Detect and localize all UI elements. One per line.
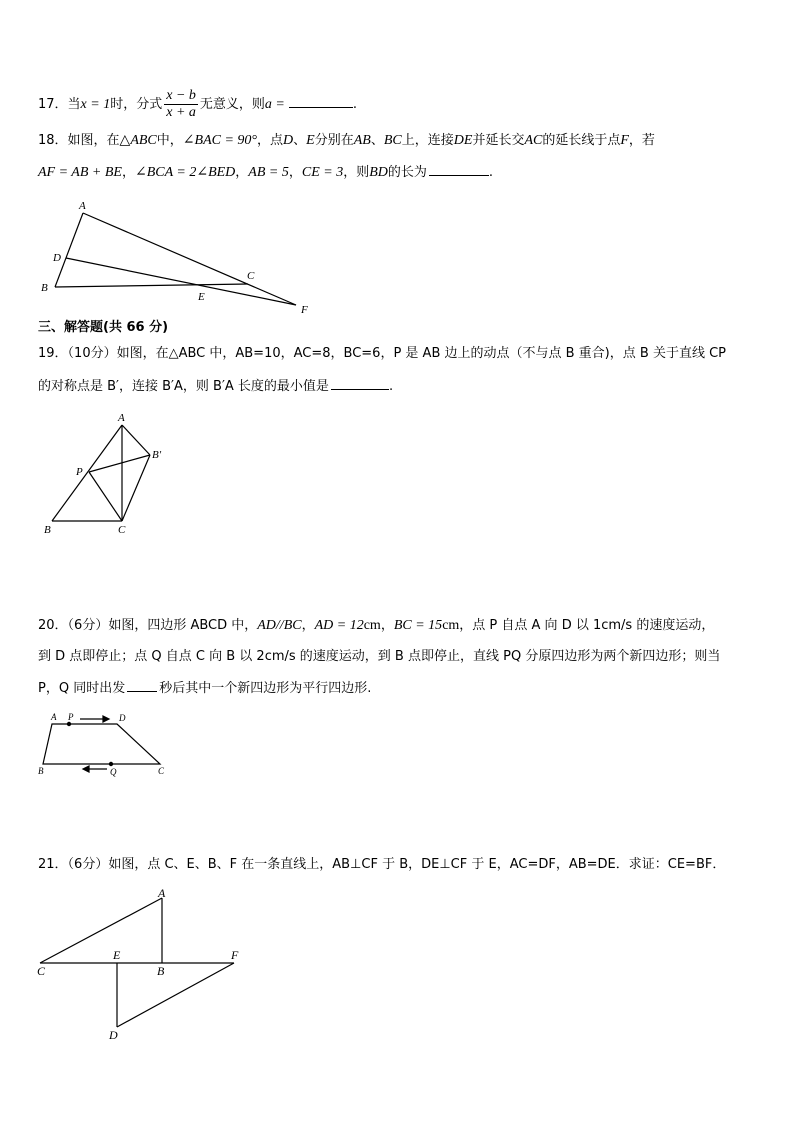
q21-label-d: D xyxy=(109,1028,118,1042)
q20-parallel: AD//BC xyxy=(257,618,302,633)
q18-text-3: 分别在 xyxy=(314,133,354,148)
q18-eq-3: AB = 5 xyxy=(248,165,289,180)
q18-text-9: 的长为 xyxy=(387,165,427,180)
q21-label-a: A xyxy=(158,886,166,900)
q17-number: 17．当 xyxy=(38,97,81,112)
q20-text-2: ，点 P 自点 A 向 D 以 1cm/s 的速度运动， xyxy=(459,618,715,633)
q18-eq-4: CE = 3 xyxy=(301,165,344,180)
q18-label-c: C xyxy=(247,270,255,282)
q18-seg-ac: AC xyxy=(524,133,543,148)
q20-label-d: D xyxy=(119,713,126,723)
q20-label-p: P xyxy=(68,712,74,722)
q21-label-f: F xyxy=(231,948,239,962)
q19-end: . xyxy=(388,379,394,394)
q17-text-a: 时，分式 xyxy=(110,97,163,112)
q20-ad: AD = 12 xyxy=(314,618,364,633)
q21-label-c: C xyxy=(37,964,46,978)
q20-label-a: A xyxy=(51,712,57,722)
q18-comma-3: ， xyxy=(288,165,302,180)
q20-ad-unit: cm xyxy=(363,618,381,633)
q18-comma-1: ， xyxy=(121,165,135,180)
q18-angle: ∠BAC = 90° xyxy=(182,133,257,148)
question-19-line-1: 19．（10分）如图，在△ABC 中，AB=10，AC=8，BC=6，P 是 AB 边上的动点（不与点 B 重合)，点 B 关于直线 CP xyxy=(38,346,726,361)
q18-point-d: D xyxy=(283,133,294,148)
q18-eq-2: ∠BCA = 2∠BED xyxy=(134,165,236,180)
q19-label-c: C xyxy=(118,524,126,536)
q18-label-d: D xyxy=(53,252,61,264)
q20-text-1: 20．（6分）如图，四边形 ABCD 中， xyxy=(38,618,258,633)
q20-comma-1: ， xyxy=(301,618,315,633)
q18-sep-1: 、 xyxy=(293,133,307,148)
q21-label-b: B xyxy=(157,964,165,978)
q18-point-e: E xyxy=(306,133,315,148)
q18-seg-ab: AB xyxy=(353,133,371,148)
q18-seg-bd: BD xyxy=(369,165,388,180)
q18-label-a: A xyxy=(79,200,86,212)
q17-ask: a = xyxy=(264,97,285,112)
q19-text: 的对称点是 B′，连接 B′A，则 B′A 长度的最小值是 xyxy=(38,379,329,394)
q17-text-b: 无意义，则 xyxy=(199,97,265,112)
q17-condition: x = 1 xyxy=(80,97,111,112)
q18-label-e: E xyxy=(198,291,205,303)
q20-label-q: Q xyxy=(110,767,117,777)
q20-text-4: 秒后其中一个新四边形为平行四边形. xyxy=(159,681,372,696)
q18-number: 18．如图，在 xyxy=(38,133,120,148)
q19-label-p: P xyxy=(76,466,83,478)
q21-seg-d-f xyxy=(117,963,234,1027)
q19-label-b: B xyxy=(44,524,51,536)
q21-seg-c-a xyxy=(40,898,162,963)
q20-bc: BC = 15 xyxy=(393,618,443,633)
q20-comma-2: ， xyxy=(380,618,394,633)
q18-text-7: ，若 xyxy=(628,133,655,148)
q18-label-b: B xyxy=(41,282,48,294)
q17-fraction-numerator: x − b xyxy=(166,88,196,103)
q18-text-4: 上，连接 xyxy=(401,133,454,148)
q17-fraction-denominator: x + a xyxy=(166,105,196,120)
q18-text-6: 的延长线于点 xyxy=(542,133,621,148)
q18-seg-bc: BC xyxy=(383,133,402,148)
question-20-line-2: 到 D 点即停止；点 Q 自点 C 向 B 以 2cm/s 的速度运动，到 B 点即停止，直线 PQ 分原四边形为两个新四边形；则当 xyxy=(38,649,721,664)
q18-text-5: 并延长交 xyxy=(472,133,525,148)
q20-bc-unit: cm xyxy=(442,618,460,633)
q20-text-3: P，Q 同时出发 xyxy=(38,681,126,696)
q18-text-1: 中， xyxy=(156,133,183,148)
q18-text-8: ，则 xyxy=(343,165,370,180)
section-heading: 三、解答题(共 66 分) xyxy=(38,320,169,335)
q17-end: . xyxy=(352,97,358,112)
q18-eq-1: AF = AB + BE xyxy=(38,165,122,180)
q20-label-b: B xyxy=(38,766,44,776)
q18-sep-2: 、 xyxy=(370,133,384,148)
q18-label-f: F xyxy=(301,304,308,316)
q19-label-b1: B′ xyxy=(152,449,162,461)
q18-comma-2: ， xyxy=(235,165,249,180)
question-21-line-1: 21．（6分）如图，点 C、E、B、F 在一条直线上，AB⊥CF 于 B，DE⊥CF 于 E，AC=DF，AB=DE．求证：CE=BF． xyxy=(38,857,726,872)
q18-point-f: F xyxy=(620,133,629,148)
q18-end: . xyxy=(488,165,494,180)
q18-text-2: ，点 xyxy=(257,133,284,148)
q20-label-c: C xyxy=(158,766,165,776)
q18-triangle: △ABC xyxy=(119,133,157,148)
q18-seg-de: DE xyxy=(453,133,473,148)
q21-label-e: E xyxy=(113,948,121,962)
q19-label-a: A xyxy=(118,412,125,424)
